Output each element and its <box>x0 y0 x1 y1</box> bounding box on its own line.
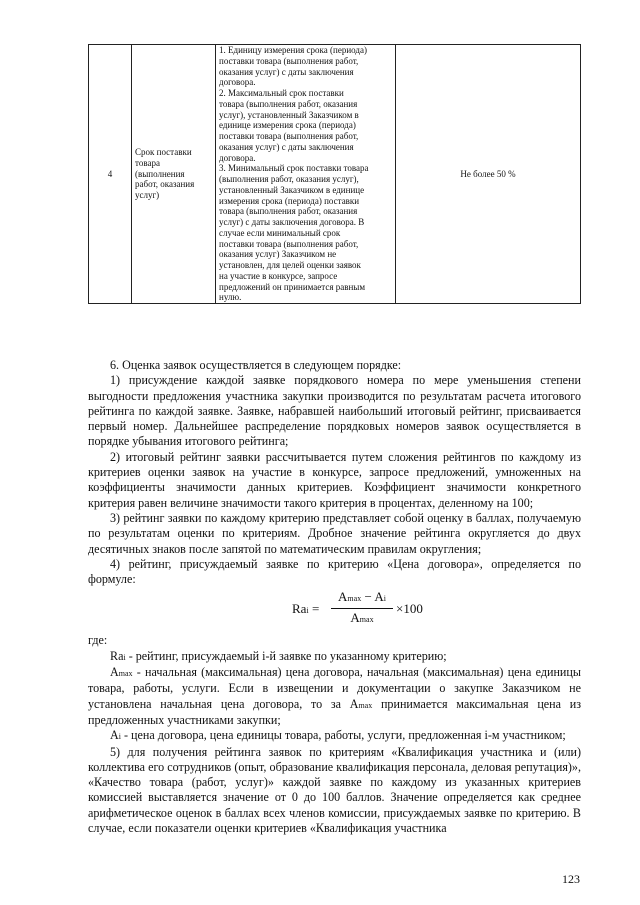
body-text <box>88 358 581 836</box>
description-line: поставки товара (выполнения работ, <box>219 55 359 66</box>
fraction-bar <box>331 608 393 609</box>
criterion-line: работ, оказания <box>135 179 195 190</box>
criteria-table <box>88 44 581 304</box>
description-line: 1. Единицу измерения срока (периода) <box>219 45 367 55</box>
description-line: предложений он принимается равным <box>219 281 366 292</box>
formula-numerator: Amax − Ai <box>338 589 386 605</box>
criterion-line: Срок поставки <box>135 147 192 158</box>
paragraph-2: 2) итоговый рейтинг заявки рассчитывается путем сложения рейтингов по каждому из критериев оценки заявок на участие в конкурсе, запросе предложений, умноженных на коэффициенты значимости данных критериев. Коэффициент значимости конкретного критерия равен величине значимости такого критерия в процентах, деленному на 100; <box>88 449 581 510</box>
where-label: где: <box>88 633 108 648</box>
formula-denominator: Amax <box>350 610 374 626</box>
description-line: установленный Заказчиком в единице <box>219 184 365 195</box>
definition-amax: Amax - начальная (максимальная) цена договора, начальная (максимальная) цена единицы товара, работы, услуги. Если в извещении и документации о закупке Заказчиком не установлена начальная цена договора, то за Amax принимается максимальная цена из предложенных участниками закупки; <box>88 665 581 727</box>
description-line: единице измерения срока (периода) <box>219 120 356 131</box>
table-row <box>89 45 581 304</box>
description-line: нулю. <box>219 292 242 303</box>
description-line: поставки товара (выполнения работ, <box>219 131 359 141</box>
description-line: на участие в конкурсе, запросе <box>219 270 338 281</box>
formula-fraction <box>331 589 393 628</box>
description-line: (выполнения работ, оказания услуг), <box>219 174 359 184</box>
paragraph-4: 4) рейтинг, присуждаемый заявке по критерию «Цена договора», определяется по формуле: <box>88 556 581 587</box>
description-line: договора. <box>219 77 256 88</box>
formula-multiplier: ×100 <box>396 601 423 617</box>
criterion-description-cell <box>216 45 396 304</box>
description-line: оказания услуг) с даты заключения <box>219 141 354 152</box>
description-line: 2. Максимальный срок поставки <box>219 88 344 98</box>
paragraph-5: 5) для получения рейтинга заявок по критериям «Квалификация участника и (или) коллектива его сотрудников (опыт, образование квалификация персонала, деловая репутация)», «Качество товара (работ, услуг)» каждой заявке по каждому из указанных критериев комиссией выставляется значение от 0 до 100 баллов. Значение определяется как среднее арифметическое оценок в баллах всех членов комиссии, присуждаемых заявке по критерию. В случае, если показатели оценки критериев «Квалификация участника <box>88 744 581 836</box>
criterion-line: (выполнения <box>135 168 185 179</box>
description-line: услуг), установленный Заказчиком в <box>219 109 359 120</box>
description-line: договора. <box>219 152 256 163</box>
definition-ai: Ai - цена договора, цена единицы товара, работы, услуги, предложенная i-м участником; <box>110 728 566 743</box>
price-rating-formula <box>88 587 581 633</box>
paragraph-3: 3) рейтинг заявки по каждому критерию представляет собой оценку в баллах, получаемую по результатам оценки по критериям. Дробное значение рейтинга округляется до двух десятичных знаков после запятой по математическим правилам округления; <box>88 510 581 556</box>
criterion-name-cell <box>132 45 216 304</box>
row-number-cell: 4 <box>89 45 132 304</box>
criterion-line: услуг) <box>135 190 160 201</box>
formula-lhs: Rai = <box>292 601 320 617</box>
description-line: измерения срока (периода) поставки <box>219 195 360 206</box>
criterion-line: товара <box>135 157 160 168</box>
description-line: товара (выполнения работ, оказания <box>219 98 358 109</box>
description-line: товара (выполнения работ, оказания <box>219 206 358 217</box>
definition-ra: Rai - рейтинг, присуждаемый i-й заявке по указанному критерию; <box>110 648 447 663</box>
description-line: поставки товара (выполнения работ, <box>219 238 359 249</box>
description-line: случае если минимальный срок <box>219 227 341 238</box>
criterion-weight-cell: Не более 50 % <box>396 45 581 304</box>
paragraph-intro: 6. Оценка заявок осуществляется в следующем порядке: <box>110 358 402 372</box>
description-line: оказания услуг) Заказчиком не <box>219 249 337 260</box>
paragraph-1: 1) присуждение каждой заявке порядкового номера по мере уменьшения степени выгодности предложения участника закупки производится по результатам расчета итогового рейтинга по каждой заявке. Заявке, набравшей наибольший итоговый рейтинг, присваивается первый номер. Дальнейшее распределение порядковых номеров заявок осуществляется в порядке убывания итогового рейтинга; <box>88 373 581 449</box>
description-line: установлен, для целей оценки заявок <box>219 260 361 270</box>
page-number: 123 <box>562 872 580 886</box>
description-line: услуг) с даты заключения договора. В <box>219 217 365 227</box>
description-line: оказания услуг) с даты заключения <box>219 66 354 77</box>
description-line: 3. Минимальный срок поставки товара <box>219 163 369 174</box>
